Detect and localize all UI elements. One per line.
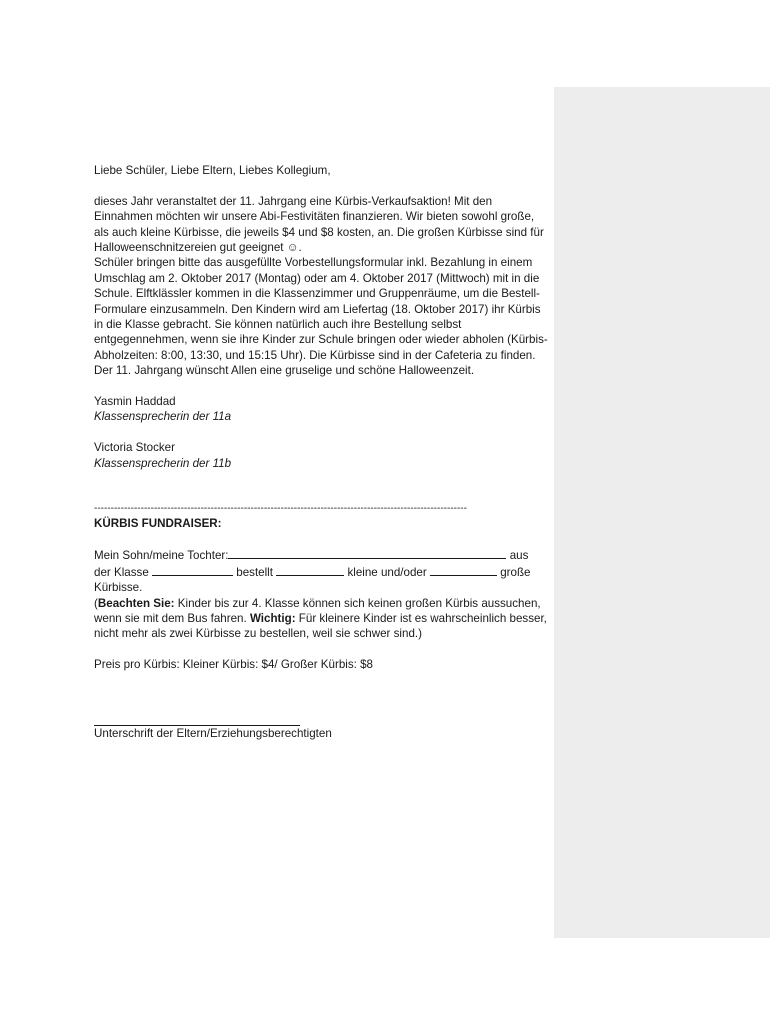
form-note: [94, 596, 549, 611]
greeting: Liebe Schüler, Liebe Eltern, Liebes Kollegium,: [94, 164, 331, 177]
child-prefix: Mein Sohn/meine Tochter:: [94, 549, 229, 563]
signer1-name: Yasmin Haddad: [94, 395, 176, 409]
letter-line: Abholzeiten: 8:00, 13:30, und 15:15 Uhr). Die Kürbisse sind in der Cafeteria zu finden.: [94, 348, 536, 362]
form-line-child: [94, 547, 549, 563]
form-line-pumpkins: Kürbisse.: [94, 581, 143, 595]
child-suffix: aus: [509, 549, 529, 563]
letter-line: Schüler bringen bitte das ausgefüllte Vorbestellungsformular inkl. Bezahlung in einem: [94, 256, 533, 270]
letter-line: entgegennehmen, wenn sie ihre Kinder zur Schule bringen oder wieder abholen (Kürbis-: [94, 333, 548, 347]
form-note: [94, 611, 549, 626]
letter-line: als auch kleine Kürbisse, die jeweils $4 und $8 kosten, an. Die großen Kürbisse sind für: [94, 225, 544, 239]
note-wichtig: Wichtig:: [249, 611, 296, 625]
signature-label: Unterschrift der Eltern/Erziehungsberechtigten: [94, 726, 332, 740]
cut-divider: ----------------------------------------------------------------------------------------------------------------: [94, 503, 467, 515]
form-line-order: [94, 564, 549, 580]
child-name-blank[interactable]: [228, 547, 506, 559]
letter-line: Einnahmen möchten wir unsere Abi-Festivitäten finanzieren. Wir bieten sowohl große,: [94, 210, 535, 224]
note-text: Kinder bis zur 4. Klasse können sich keinen großen Kürbis aussuchen,: [174, 596, 541, 610]
letter-line: Halloweenschnitzereien gut geeignet ☺.: [94, 241, 302, 255]
letter-line: Formulare einzusammeln. Den Kindern wird am Liefertag (18. Oktober 2017) ihr Kürbis: [94, 302, 541, 316]
letter-paragraph: [94, 194, 549, 379]
comment-pane: [554, 87, 770, 938]
letter-line: Der 11. Jahrgang wünscht Allen eine gruselige und schöne Halloweenzeit.: [94, 364, 475, 378]
large-count-blank[interactable]: [430, 564, 497, 576]
letter-line: in die Klasse gebracht. Sie können natürlich auch ihre Bestellung selbst: [94, 318, 462, 332]
signer1-role: Klassensprecherin der 11a: [94, 410, 232, 424]
letter-line: dieses Jahr veranstaltet der 11. Jahrgang eine Kürbis-Verkaufsaktion! Mit den: [94, 194, 493, 208]
ordered-label: bestellt: [236, 565, 273, 579]
letter-line: Schule. Elftklässler kommen in die Klassenzimmer und Gruppenräume, um die Bestell-: [94, 287, 540, 301]
note-text: wenn sie mit dem Bus fahren.: [94, 611, 250, 625]
large-label: große: [500, 565, 531, 579]
small-count-blank[interactable]: [276, 564, 344, 576]
signer2-name: Victoria Stocker: [94, 441, 175, 455]
class-label: der Klasse: [94, 565, 149, 579]
note-text: Für kleinere Kinder ist es wahrscheinlich besser,: [295, 611, 547, 625]
small-label: kleine und/oder: [347, 565, 427, 579]
note-paren: (: [94, 596, 98, 610]
signer2-role: Klassensprecherin der 11b: [94, 456, 232, 470]
form-title: KÜRBIS FUNDRAISER:: [94, 517, 222, 531]
price-line: Preis pro Kürbis: Kleiner Kürbis: $4/ Großer Kürbis: $8: [94, 658, 374, 672]
form-note: nicht mehr als zwei Kürbisse zu bestellen, weil sie schwer sind.): [94, 627, 422, 641]
document-body: [94, 163, 549, 741]
class-blank[interactable]: [152, 564, 233, 576]
note-beachten: Beachten Sie:: [97, 596, 175, 610]
letter-line: Umschlag am 2. Oktober 2017 (Montag) oder am 4. Oktober 2017 (Mittwoch) mit in die: [94, 271, 540, 285]
